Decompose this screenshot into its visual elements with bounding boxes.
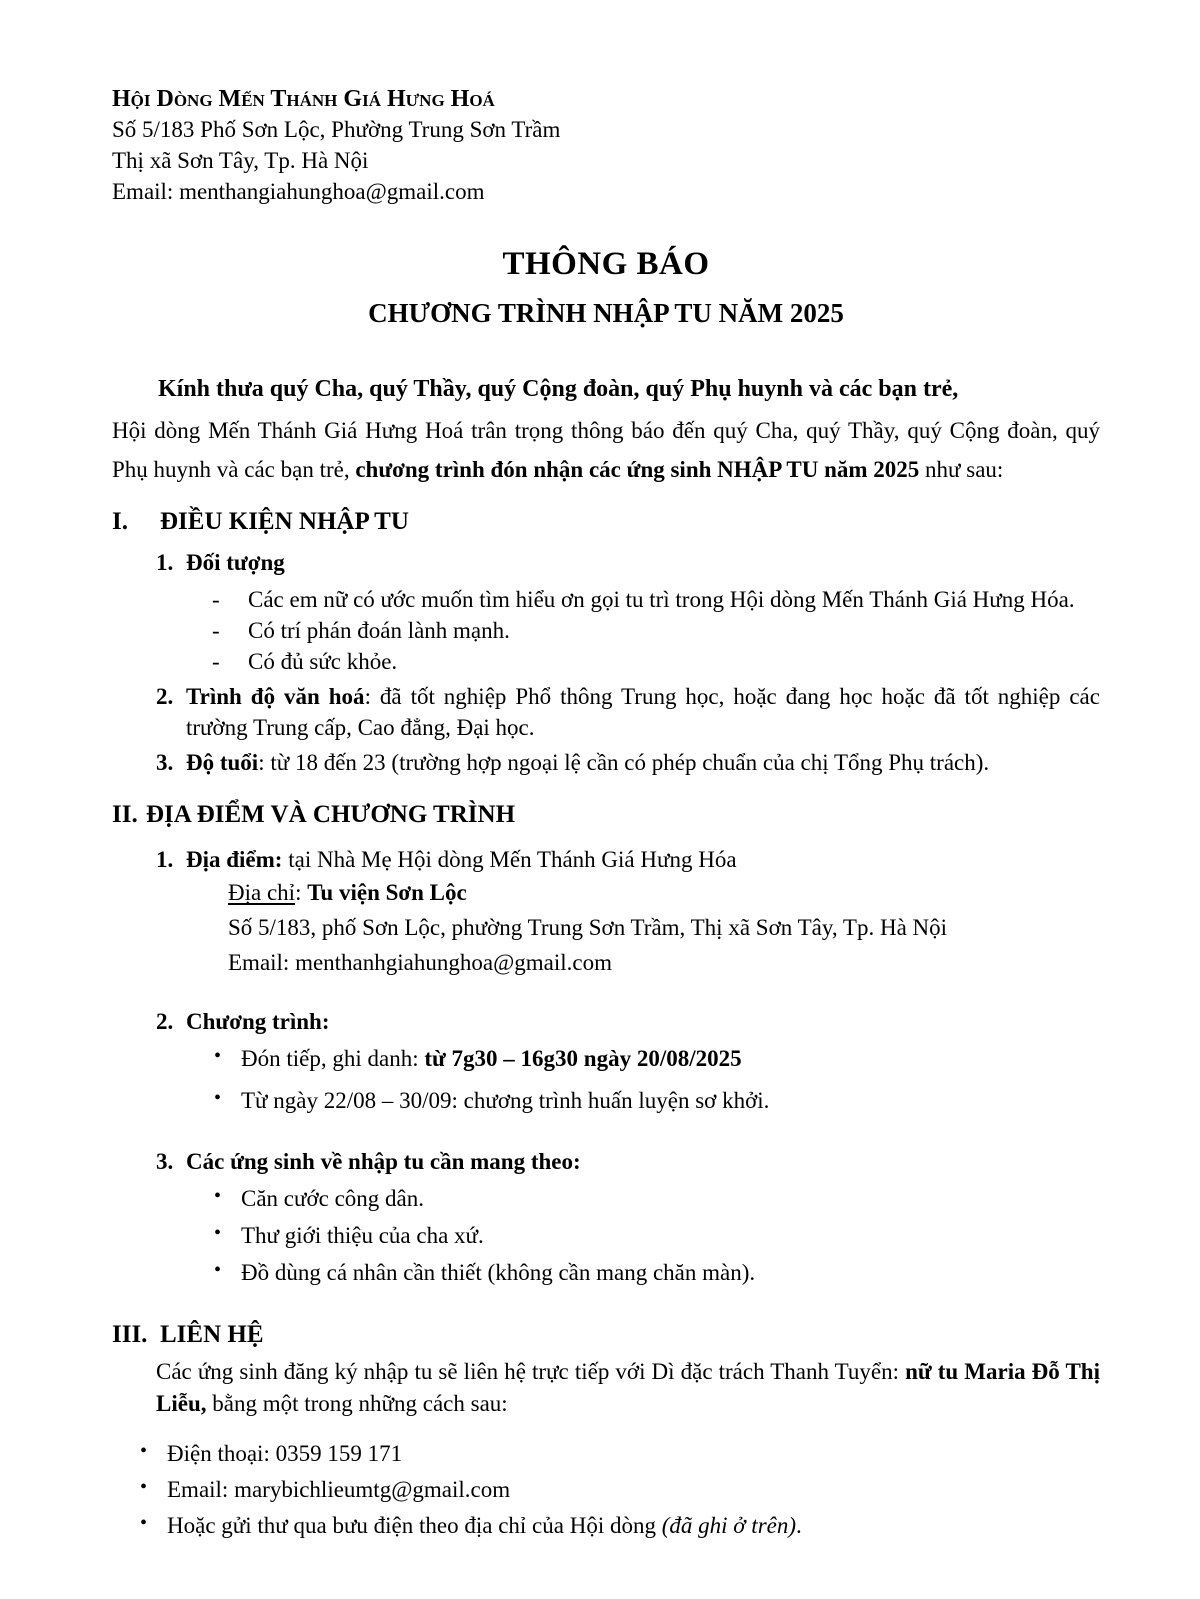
location-line bbox=[186, 844, 1100, 875]
section-1-number: I. bbox=[112, 508, 128, 535]
section-3-number: III. bbox=[112, 1320, 148, 1348]
dash-item bbox=[212, 584, 1100, 615]
item-title: Đối tượng bbox=[186, 550, 285, 575]
document-title: THÔNG BÁO bbox=[502, 246, 710, 282]
org-address-line1: Số 5/183 Phố Sơn Lộc, Phường Trung Sơn Trầm bbox=[112, 117, 561, 142]
item-number: 1. bbox=[156, 550, 174, 575]
bullet-item-text: Thư giới thiệu của cha xứ. bbox=[241, 1222, 484, 1248]
greeting-line: Kính thưa quý Cha, quý Thầy, quý Cộng đoàn, quý Phụ huynh và các bạn trẻ, bbox=[158, 376, 959, 402]
bullet-run-normal: Từ ngày 22/08 – 30/09: chương trình huấn luyện sơ khởi. bbox=[241, 1088, 770, 1114]
address-value: Tu viện Sơn Lộc bbox=[307, 880, 467, 906]
document-subtitle: CHƯƠNG TRÌNH NHẬP TU NĂM 2025 bbox=[368, 298, 844, 328]
item-title: Các ứng sinh về nhập tu cần mang theo: bbox=[186, 1148, 581, 1174]
address-street: Số 5/183, phố Sơn Lộc, phường Trung Sơn Trầm, Thị xã Sơn Tây, Tp. Hà Nội bbox=[228, 915, 948, 941]
dash-item-text: Có trí phán đoán lành mạnh. bbox=[248, 618, 510, 644]
email-text: Email: marybichlieumtg@gmail.com bbox=[167, 1476, 511, 1502]
intro-paragraph bbox=[112, 411, 1100, 489]
bullet-item-text bbox=[241, 1043, 1100, 1074]
address-label-line bbox=[228, 875, 1100, 910]
dash-item-text: Có đủ sức khỏe. bbox=[248, 649, 398, 675]
letterhead bbox=[112, 84, 1100, 207]
section-1-item-1 bbox=[156, 547, 1100, 677]
section-2-item-1 bbox=[156, 844, 1100, 980]
bullet-item bbox=[214, 1257, 1100, 1288]
org-email: Email: menthangiahunghoa@gmail.com bbox=[112, 179, 485, 204]
section-1-item-2 bbox=[156, 681, 1100, 743]
section-3-heading bbox=[112, 1318, 1100, 1352]
item-text: : từ 18 đến 23 (trường hợp ngoại lệ cần có phép chuẩn của chị Tổng Phụ trách). bbox=[258, 750, 990, 776]
section-2-heading bbox=[112, 798, 1100, 832]
contact-run-2: bằng một trong những cách sau: bbox=[206, 1390, 508, 1416]
bullet-item-text: Đồ dùng cá nhân cần thiết (không cần mang chăn màn). bbox=[241, 1259, 756, 1285]
mail-run-italic: (đã ghi ở trên) bbox=[661, 1512, 797, 1538]
section-2-item-3 bbox=[156, 1146, 1100, 1294]
section-2-title: ĐỊA ĐIỂM VÀ CHƯƠNG TRÌNH bbox=[146, 801, 516, 829]
bullet-item-text bbox=[241, 1085, 1100, 1116]
item-number: 3. bbox=[156, 750, 174, 776]
contact-run-bold: nữ tu Maria Đỗ Thị Liễu, bbox=[156, 1358, 1100, 1416]
item-number: 1. bbox=[156, 847, 174, 873]
bullet-run-normal: Đón tiếp, ghi danh: bbox=[241, 1046, 425, 1072]
intro-run-2: như sau: bbox=[919, 457, 1004, 482]
contact-bullet-list bbox=[140, 1438, 1100, 1541]
org-address-line2: Thị xã Sơn Tây, Tp. Hà Nội bbox=[112, 148, 369, 173]
bullet-marker: • bbox=[214, 1045, 222, 1068]
dash-item bbox=[212, 646, 1100, 677]
item-text: : đã tốt nghiệp Phổ thông Trung học, hoặc đang học hoặc đã tốt nghiệp các trường Trung cấp, Cao đẳng, Đại học. bbox=[186, 684, 1100, 741]
bullet-item bbox=[214, 1085, 1100, 1116]
bullet-item bbox=[214, 1043, 1100, 1074]
item-title: Địa điểm: bbox=[186, 847, 283, 873]
bullet-item bbox=[214, 1220, 1100, 1251]
dash-item bbox=[212, 615, 1100, 646]
bullet-marker: • bbox=[140, 1439, 148, 1462]
bullet-marker: • bbox=[214, 1087, 222, 1110]
bullet-marker: • bbox=[140, 1511, 148, 1534]
address-label: Địa chỉ bbox=[228, 880, 296, 906]
org-name: Hội Dòng Mến Thánh Giá Hưng Hoá bbox=[112, 86, 495, 112]
bullet-run-bold: từ 7g30 – 16g30 ngày 20/08/2025 bbox=[424, 1046, 742, 1072]
section-2-item-2 bbox=[156, 1006, 1100, 1127]
phone-bullet-item bbox=[140, 1438, 1100, 1469]
title-block bbox=[112, 243, 1100, 331]
bullet-marker: • bbox=[140, 1475, 148, 1498]
intro-run-1: Hội dòng Mến Thánh Giá Hưng Hoá trân trọng thông báo đến quý Cha, quý Thầy, quý Cộng đoàn, quý Phụ huynh và các bạn trẻ, bbox=[112, 418, 1100, 482]
section-1-item-3 bbox=[156, 747, 1100, 778]
dash-marker: - bbox=[212, 618, 220, 644]
bullet-list bbox=[214, 1043, 1100, 1116]
dash-marker: - bbox=[212, 587, 220, 613]
item-title: Trình độ văn hoá bbox=[186, 684, 365, 710]
intro-run-bold: chương trình đón nhận các ứng sinh NHẬP TU năm 2025 bbox=[355, 457, 920, 482]
mail-text bbox=[167, 1510, 1100, 1541]
section-1-title: ĐIỀU KIỆN NHẬP TU bbox=[160, 508, 409, 535]
item-text: tại Nhà Mẹ Hội dòng Mến Thánh Giá Hưng Hóa bbox=[282, 847, 737, 873]
mail-run-period: . bbox=[796, 1512, 802, 1538]
item-number: 2. bbox=[156, 1009, 174, 1035]
item-number: 2. bbox=[156, 684, 174, 710]
email-bullet-item bbox=[140, 1474, 1100, 1505]
mail-run-normal: Hoặc gửi thư qua bưu điện theo địa chỉ của Hội dòng bbox=[167, 1512, 662, 1538]
item-number: 3. bbox=[156, 1148, 174, 1174]
address-colon: : bbox=[295, 880, 308, 906]
address-block bbox=[228, 875, 1100, 980]
dash-marker: - bbox=[212, 649, 220, 675]
contact-paragraph bbox=[156, 1356, 1100, 1420]
bullet-list bbox=[214, 1183, 1100, 1288]
bullet-marker: • bbox=[214, 1221, 222, 1244]
contact-run-1: Các ứng sinh đăng ký nhập tu sẽ liên hệ trực tiếp với Dì đặc trách Thanh Tuyển: bbox=[156, 1358, 906, 1384]
mail-bullet-item bbox=[140, 1510, 1100, 1541]
section-1-heading bbox=[112, 505, 1100, 539]
bullet-marker: • bbox=[214, 1258, 222, 1281]
section-3-title: LIÊN HỆ bbox=[160, 1320, 264, 1348]
dash-list bbox=[212, 584, 1100, 677]
bullet-item bbox=[214, 1183, 1100, 1214]
phone-text: Điện thoại: 0359 159 171 bbox=[167, 1440, 403, 1466]
item-title: Độ tuổi bbox=[186, 750, 259, 776]
item-title: Chương trình: bbox=[186, 1009, 330, 1035]
address-email: Email: menthanhgiahunghoa@gmail.com bbox=[228, 950, 612, 976]
dash-item-text: Các em nữ có ước muốn tìm hiểu ơn gọi tu trì trong Hội dòng Mến Thánh Giá Hưng Hóa. bbox=[248, 587, 1075, 613]
section-2-number: II. bbox=[112, 801, 138, 829]
bullet-marker: • bbox=[214, 1184, 222, 1207]
bullet-item-text: Căn cước công dân. bbox=[241, 1185, 425, 1211]
